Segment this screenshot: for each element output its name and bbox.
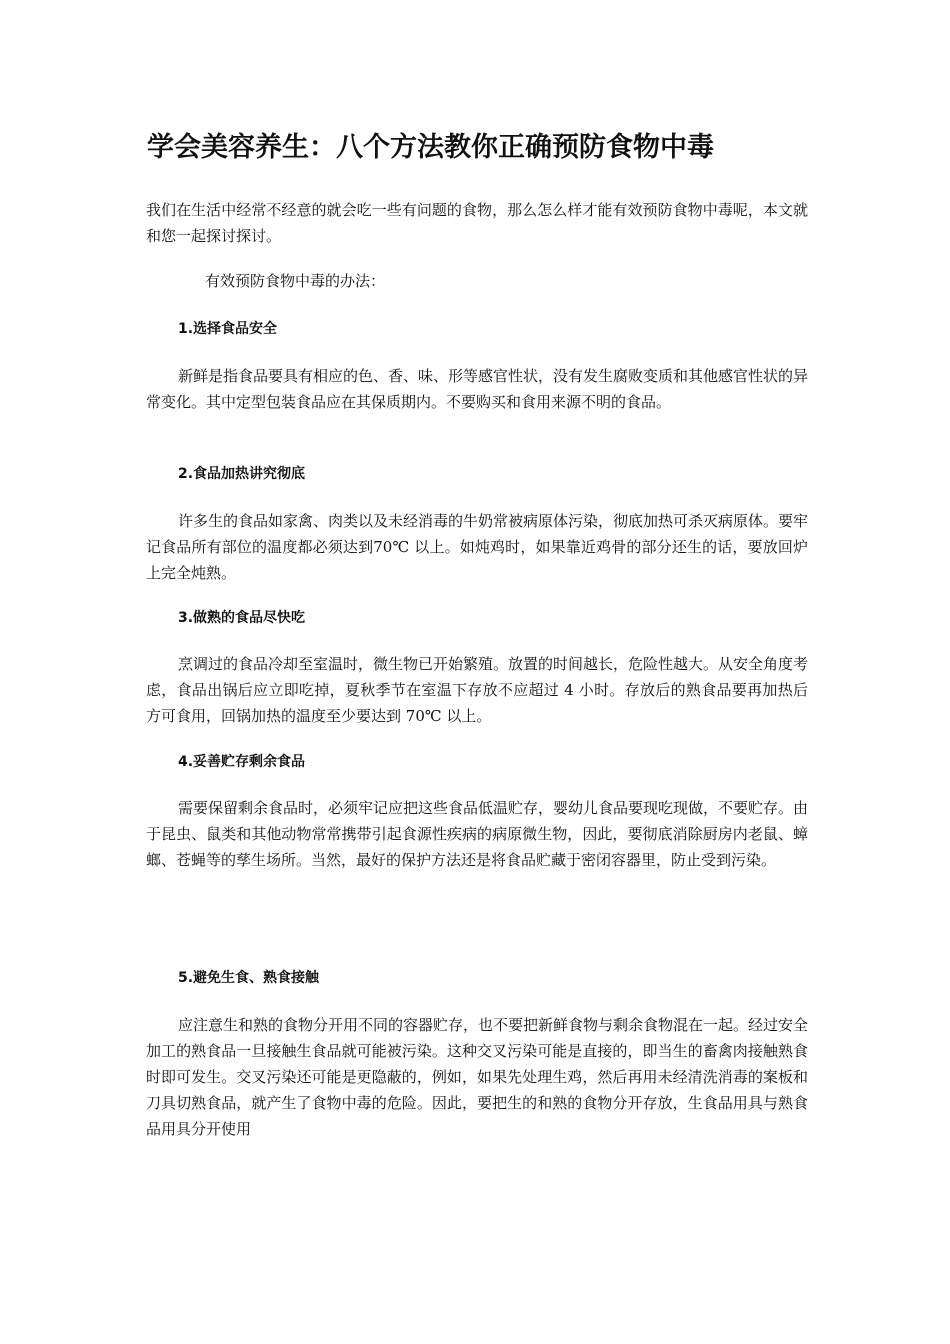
document-title: 学会美容养生：八个方法教你正确预防食物中毒 xyxy=(147,132,714,163)
section-heading-3: 3.做熟的食品尽快吃 xyxy=(178,610,306,626)
section-body-4: 需要保留剩余食品时，必须牢记应把这些食品低温贮存，婴幼儿食品要现吃现做，不要贮存。由于昆虫、鼠类和其他动物常常携带引起食源性疾病的病原微生物，因此，要彻底消除厨房内老鼠、蟑螂、苍蝇等的孳生场所。当然，最好的保护方法还是将食品贮藏于密闭容器里，防止受到污染。 xyxy=(146,799,809,869)
section-heading-1: 1.选择食品安全 xyxy=(178,321,278,337)
section-heading-5: 5.避免生食、熟食接触 xyxy=(178,970,320,986)
section-heading-2: 2.食品加热讲究彻底 xyxy=(178,466,306,482)
section-body-3: 烹调过的食品冷却至室温时，微生物已开始繁殖。放置的时间越长，危险性越大。从安全角度考虑，食品出锅后应立即吃掉，夏秋季节在室温下存放不应超过 4 小时。存放后的熟食品要再加热后方可食用，回锅加热的温度至少要达到 70℃ 以上。 xyxy=(146,655,809,725)
section-body-2: 许多生的食品如家禽、肉类以及未经消毒的牛奶常被病原体污染，彻底加热可杀灭病原体。要牢记食品所有部位的温度都必须达到70℃ 以上。如炖鸡时，如果靠近鸡骨的部分还生的话，要放回炉上完全炖熟。 xyxy=(146,512,809,582)
subheading: 有效预防食物中毒的办法： xyxy=(205,272,386,290)
section-heading-4: 4.妥善贮存剩余食品 xyxy=(178,754,306,770)
section-body-1: 新鲜是指食品要具有相应的色、香、味、形等感官性状，没有发生腐败变质和其他感官性状的异常变化。其中定型包装食品应在其保质期内。不要购买和食用来源不明的食品。 xyxy=(146,367,809,411)
section-body-5: 应注意生和熟的食物分开用不同的容器贮存，也不要把新鲜食物与剩余食物混在一起。经过安全加工的熟食品一旦接触生食品就可能被污染。这种交叉污染可能是直接的，即当生的畜禽肉接触熟食时即可发生。交叉污染还可能是更隐蔽的，例如，如果先处理生鸡，然后再用未经清洗消毒的案板和刀具切熟食品，就产生了食物中毒的危险。因此，要把生的和熟的食物分开存放，生食品用具与熟食品用具分开使用 xyxy=(146,1016,809,1138)
intro-paragraph: 我们在生活中经常不经意的就会吃一些有问题的食物，那么怎么样才能有效预防食物中毒呢，本文就和您一起探讨探讨。 xyxy=(146,201,808,245)
